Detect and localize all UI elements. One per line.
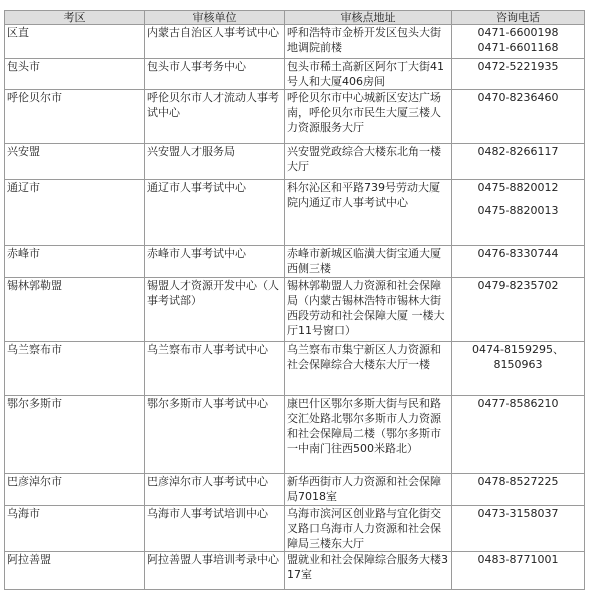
cell-unit: 阿拉善盟人事培训考录中心 [145, 552, 285, 590]
cell-district: 乌兰察布市 [5, 342, 145, 396]
cell-address: 乌海市滨河区创业路与宜化街交叉路口乌海市人力资源和社会保障局三楼东大厅 [285, 506, 452, 552]
header-phone: 咨询电话 [452, 11, 585, 25]
cell-district: 鄂尔多斯市 [5, 396, 145, 474]
table-row [5, 144, 585, 180]
phone-number: 0483-8771001 [477, 553, 559, 566]
cell-unit: 乌兰察布市人事考试中心 [145, 342, 285, 396]
phone-number: 0474-8159295、 [472, 343, 564, 356]
table-row [5, 246, 585, 278]
cell-district: 区直 [5, 25, 145, 59]
phone-number: 0475-8820012 [477, 181, 559, 194]
table-row [5, 90, 585, 144]
cell-phone [452, 180, 585, 246]
cell-address: 包头市稀土高新区阿尔丁大街41号人和大厦406房间 [285, 59, 452, 90]
phone-number: 0482-8266117 [477, 145, 559, 158]
cell-district: 通辽市 [5, 180, 145, 246]
cell-district: 乌海市 [5, 506, 145, 552]
phone-number: 8150963 [493, 358, 543, 371]
cell-district: 阿拉善盟 [5, 552, 145, 590]
cell-phone [452, 246, 585, 278]
phone-number: 0472-5221935 [477, 60, 559, 73]
table-row [5, 25, 585, 59]
cell-address: 乌兰察布市集宁新区人力资源和社会保障综合大楼东大厅一楼 [285, 342, 452, 396]
cell-address: 兴安盟党政综合大楼东北角一楼大厅 [285, 144, 452, 180]
cell-phone [452, 506, 585, 552]
table-row [5, 342, 585, 396]
cell-district: 锡林郭勒盟 [5, 278, 145, 342]
cell-address: 呼和浩特市金桥开发区包头大街地调院前楼 [285, 25, 452, 59]
phone-number: 0475-8820013 [477, 204, 559, 217]
cell-unit: 兴安盟人才服务局 [145, 144, 285, 180]
cell-unit: 包头市人事考务中心 [145, 59, 285, 90]
phone-gap [454, 195, 582, 203]
cell-phone [452, 342, 585, 396]
table-row [5, 396, 585, 474]
header-unit: 审核单位 [145, 11, 285, 25]
table-row [5, 59, 585, 90]
cell-address: 呼伦贝尔市中心城新区安达广场南，呼伦贝尔市民生大厦三楼人力资源服务大厅 [285, 90, 452, 144]
cell-unit: 巴彦淖尔市人事考试中心 [145, 474, 285, 506]
header-address: 审核点地址 [285, 11, 452, 25]
cell-phone [452, 396, 585, 474]
cell-phone [452, 59, 585, 90]
table-body [5, 25, 585, 590]
cell-district: 呼伦贝尔市 [5, 90, 145, 144]
cell-address: 新华西街市人力资源和社会保障局7018室 [285, 474, 452, 506]
cell-district: 包头市 [5, 59, 145, 90]
exam-review-table [4, 10, 585, 590]
cell-address: 康巴什区鄂尔多斯大街与民和路交汇处路北鄂尔多斯市人力资源和社会保障局二楼（鄂尔多斯市一中南门往西500米路北） [285, 396, 452, 474]
cell-unit: 鄂尔多斯市人事考试中心 [145, 396, 285, 474]
cell-district: 兴安盟 [5, 144, 145, 180]
phone-number: 0471-6600198 [477, 26, 559, 39]
cell-unit: 锡盟人才资源开发中心（人事考试部） [145, 278, 285, 342]
cell-address: 赤峰市新城区临潢大街宝通大厦西侧三楼 [285, 246, 452, 278]
cell-unit: 通辽市人事考试中心 [145, 180, 285, 246]
cell-unit: 赤峰市人事考试中心 [145, 246, 285, 278]
phone-number: 0477-8586210 [477, 397, 559, 410]
cell-unit: 内蒙古自治区人事考试中心 [145, 25, 285, 59]
cell-address: 锡林郭勒盟人力资源和社会保障局（内蒙古锡林浩特市锡林大街西段劳动和社会保障大厦 一楼大厅11号窗口） [285, 278, 452, 342]
table-row [5, 180, 585, 246]
cell-district: 巴彦淖尔市 [5, 474, 145, 506]
phone-number: 0473-3158037 [477, 507, 559, 520]
cell-phone [452, 25, 585, 59]
cell-address: 科尔沁区和平路739号劳动大厦院内通辽市人事考试中心 [285, 180, 452, 246]
header-district: 考区 [5, 11, 145, 25]
header-row [5, 11, 585, 25]
phone-number: 0471-6601168 [477, 41, 559, 54]
cell-unit: 呼伦贝尔市人才流动人事考试中心 [145, 90, 285, 144]
phone-number: 0478-8527225 [477, 475, 559, 488]
table-row [5, 278, 585, 342]
cell-unit: 乌海市人事考试培训中心 [145, 506, 285, 552]
phone-number: 0470-8236460 [477, 91, 559, 104]
cell-phone [452, 474, 585, 506]
cell-address: 盟就业和社会保障综合服务大楼317室 [285, 552, 452, 590]
cell-phone [452, 144, 585, 180]
cell-phone [452, 90, 585, 144]
cell-district: 赤峰市 [5, 246, 145, 278]
phone-number: 0476-8330744 [477, 247, 559, 260]
table-row [5, 474, 585, 506]
cell-phone [452, 552, 585, 590]
table-row [5, 506, 585, 552]
table-row [5, 552, 585, 590]
cell-phone [452, 278, 585, 342]
phone-number: 0479-8235702 [477, 279, 559, 292]
